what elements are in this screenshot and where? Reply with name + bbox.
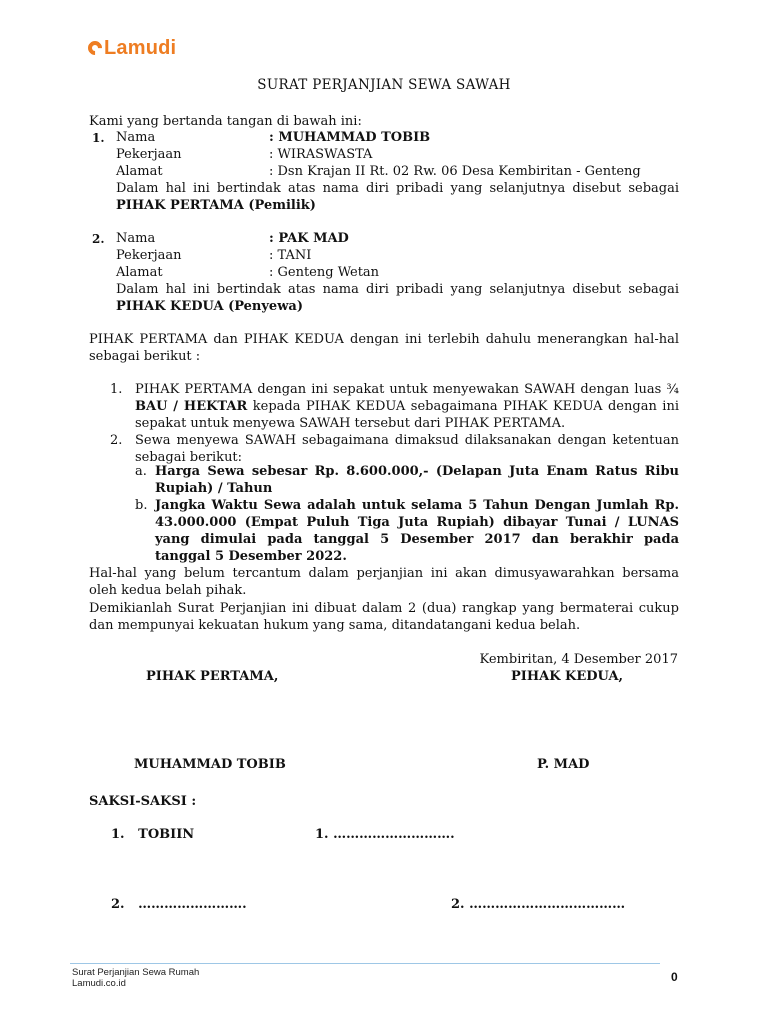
- clause1-text: [135, 381, 679, 432]
- clause2b-text: Jangka Waktu Sewa adalah untuk selama 5 Tahun Dengan Jumlah Rp. 43.000.000 (Empat Puluh Tiga Juta Rupiah) dibayar Tunai / LUNAS yang dimulai pada tanggal 5 Desember 2017 dan berakhir pada tanggal 5 Desember 2022.: [155, 498, 679, 564]
- lamudi-logo-icon: [85, 38, 105, 58]
- document-title: SURAT PERJANJIAN SEWA SAWAH: [257, 77, 511, 93]
- party1-job-value: : WIRASWASTA: [269, 147, 373, 162]
- signature-name-second-party: P. MAD: [537, 757, 590, 772]
- party1-description: [116, 180, 679, 214]
- witnesses-heading: SAKSI-SAKSI :: [89, 794, 197, 809]
- party2-address-label: Alamat: [116, 265, 163, 280]
- clause2-number: 2.: [110, 433, 123, 448]
- party1-address-label: Alamat: [116, 164, 163, 179]
- party1-role: PIHAK PERTAMA (Pemilik): [116, 198, 316, 213]
- party2-number: 2.: [92, 232, 105, 246]
- witness-row1-right: 1. ……………………….: [315, 827, 455, 842]
- clause1-text-part1: PIHAK PERTAMA dengan ini sepakat untuk menyewakan SAWAH dengan luas ¾: [135, 382, 679, 397]
- clause2b-marker: b.: [135, 498, 148, 513]
- party2-role: PIHAK KEDUA (Penyewa): [116, 299, 303, 314]
- closing-text-1: Hal-hal yang belum tercantum dalam perjanjian ini akan dimusyawarahkan bersama oleh kedua belah pihak.: [89, 566, 679, 598]
- party2-address-row: [116, 264, 679, 281]
- footer-document-name: Surat Perjanjian Sewa Rumah: [72, 967, 200, 978]
- place-date: Kembiritan, 4 Desember 2017: [479, 652, 678, 667]
- party1-address-value: : Dsn Krajan II Rt. 02 Rw. 06 Desa Kembiritan - Genteng: [269, 164, 641, 179]
- lamudi-logo: [88, 36, 176, 60]
- closing-text-2: Demikianlah Surat Perjanjian ini dibuat dalam 2 (dua) rangkap yang bermaterai cukup dan mempunyai kekuatan hukum yang sama, ditandatangani kedua belah.: [89, 601, 679, 633]
- clause1-text-part2: kepada PIHAK KEDUA sebagaimana PIHAK KEDUA dengan ini sepakat untuk menyewa SAWAH tersebut dari PIHAK PERTAMA.: [135, 399, 679, 431]
- party1-name-row: [116, 129, 679, 146]
- clause2a-text: Harga Sewa sebesar Rp. 8.600.000,- (Delapan Juta Enam Ratus Ribu Rupiah) / Tahun: [155, 464, 679, 496]
- party2-job-row: [116, 247, 679, 264]
- party2-job-label: Pekerjaan: [116, 248, 182, 263]
- clause2-text: Sewa menyewa SAWAH sebagaimana dimaksud dilaksanakan dengan ketentuan sebagai berikut:: [135, 433, 679, 465]
- party2-description-text: Dalam hal ini bertindak atas nama diri pribadi yang selanjutnya disebut sebagai: [116, 282, 679, 297]
- witness-row2-left: 2. …………………….: [111, 897, 247, 912]
- witness-row1-left: 1. TOBIIN: [111, 827, 195, 842]
- signature-label-second-party: PIHAK KEDUA,: [511, 669, 624, 684]
- brand-name: Lamudi: [104, 36, 177, 59]
- party2-description: [116, 281, 679, 315]
- party2-job-value: : TANI: [269, 248, 312, 263]
- footer-site: Lamudi.co.id: [72, 978, 126, 989]
- party1-name-value: : MUHAMMAD TOBIB: [269, 130, 431, 145]
- party1-job-row: [116, 146, 679, 163]
- clause2a-marker: a.: [135, 464, 147, 479]
- witness-row2-right: 2. ………………………………: [451, 897, 626, 912]
- intro-text: Kami yang bertanda tangan di bawah ini:: [89, 114, 362, 129]
- party1-name-label: Nama: [116, 130, 156, 145]
- footer: [72, 967, 199, 989]
- party2-name-value: : PAK MAD: [269, 231, 349, 246]
- footer-divider: [70, 963, 660, 964]
- party1-description-text: Dalam hal ini bertindak atas nama diri pribadi yang selanjutnya disebut sebagai: [116, 181, 679, 196]
- signature-label-first-party: PIHAK PERTAMA,: [146, 669, 279, 684]
- preamble-text: PIHAK PERTAMA dan PIHAK KEDUA dengan ini terlebih dahulu menerangkan hal-hal sebagai berikut :: [89, 332, 679, 364]
- page-number: 0: [671, 970, 678, 984]
- party1-number: 1.: [92, 131, 105, 145]
- party1-block: [116, 129, 679, 214]
- party2-address-value: : Genteng Wetan: [269, 265, 380, 280]
- clause1-area-unit: BAU / HEKTAR: [135, 399, 248, 414]
- clause1-number: 1.: [110, 382, 123, 397]
- party2-block: [116, 230, 679, 315]
- signature-name-first-party: MUHAMMAD TOBIB: [134, 757, 286, 772]
- party2-name-row: [116, 230, 679, 247]
- party2-name-label: Nama: [116, 231, 156, 246]
- party1-address-row: [116, 163, 679, 180]
- party1-job-label: Pekerjaan: [116, 147, 182, 162]
